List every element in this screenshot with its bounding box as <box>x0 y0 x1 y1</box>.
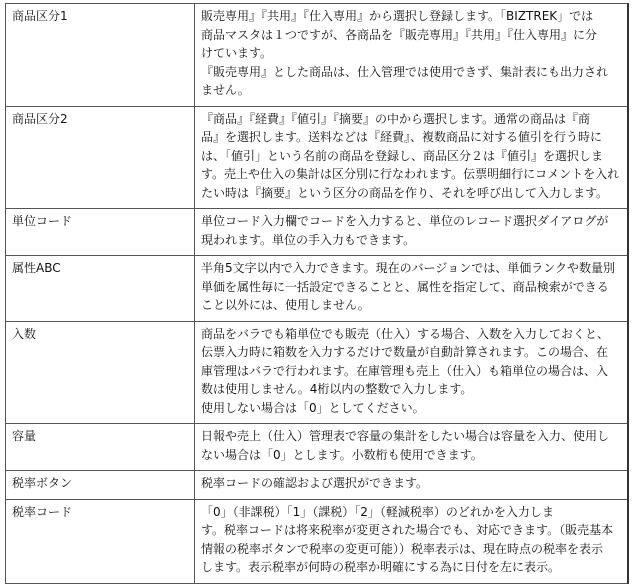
description-line: 『商品』『経費』『値引』『摘要』の中から選択します。通常の商品は『商 <box>201 111 591 126</box>
table-row <box>6 321 629 424</box>
field-name-cell <box>6 4 195 107</box>
row-spacer <box>201 249 621 252</box>
description-line: 現われます。単位の手入力もできます。 <box>201 232 416 247</box>
row-spacer <box>201 493 621 496</box>
field-description-cell <box>195 4 629 107</box>
field-name: 単位コード <box>12 214 73 228</box>
description-line: 情報の税率ボタンで税率の変更可能））税率表示は、現在時点の税率を表示 <box>201 541 604 556</box>
field-description-cell <box>195 106 629 209</box>
table-row <box>6 4 629 107</box>
field-name-cell <box>6 499 195 583</box>
description-line: 庫管理はバラで行われます。在庫管理も売上（仕入）も箱単位の場合は、入 <box>201 363 609 378</box>
field-description-cell <box>195 209 629 256</box>
description-line: 数は使用しません。4桁以内の整数で入力します。 <box>201 382 473 396</box>
field-name: 商品区分1 <box>12 9 68 23</box>
description-line: 伝票入力時に箱数を入力するだけで数量が自動計算されます。この場合、在 <box>201 345 609 359</box>
description-line: 「0」（非課税）「1」（課税）「2」（軽減税率）のどれかを入力しま <box>201 504 554 519</box>
table-row <box>6 499 629 583</box>
description-line: こと以外には、使用しません。 <box>201 298 370 312</box>
description-line: 税率コードの確認および選択ができます。 <box>201 476 429 490</box>
row-spacer <box>201 577 621 580</box>
spec-table-body <box>6 4 629 584</box>
field-name: 属性ABC <box>12 261 61 275</box>
row-spacer <box>201 315 621 318</box>
description-line: 品』を選択します。送料などは『経費』、複数商品に対する値引を行う時に <box>201 130 603 144</box>
row-spacer <box>201 464 621 467</box>
field-name-cell <box>6 209 195 256</box>
description-line: 商品をバラでも箱単位でも販売（仕入）する場合、入数を入力しておくと、 <box>201 326 610 341</box>
description-line: ません。 <box>201 83 250 97</box>
field-description-cell <box>195 424 629 471</box>
field-name: 商品区分2 <box>12 111 68 126</box>
description-line: けています。 <box>201 46 273 60</box>
field-name-cell <box>6 256 195 322</box>
field-name: 税率コード <box>12 504 73 519</box>
field-description-cell <box>195 321 629 424</box>
field-description-cell <box>195 256 629 322</box>
description-line: 使用しない場合は「0」としてください。 <box>201 400 425 415</box>
field-description-cell <box>195 471 629 500</box>
description-line: 単価を属性毎に一括設定できることと、属性を指定して、商品検索ができる <box>201 279 609 294</box>
spec-table <box>5 3 629 584</box>
field-name: 容量 <box>12 429 37 443</box>
description-line: す。売上や仕入の集計は区分別に行なわれます。伝票明細行にコメントを入れ <box>201 167 620 181</box>
description-line: たい時は『摘要』という区分の商品を作り、それを呼び出して入力します。 <box>201 185 609 200</box>
table-row <box>6 424 629 471</box>
table-row <box>6 106 629 209</box>
field-description-cell <box>195 499 629 583</box>
description-line: 半角5文字以内で入力できます。現在のバージョンでは、単価ランクや数量別 <box>201 261 615 275</box>
description-line: 日報や売上（仕入）管理表で容量の集計をしたい場合は容量を入力、使用し <box>201 429 610 443</box>
field-name: 入数 <box>12 326 37 341</box>
description-line: は、「値引」という名前の商品を登録し、商品区分２は『値引』を選択しま <box>201 148 604 163</box>
field-name-cell <box>6 106 195 209</box>
row-spacer <box>201 202 621 205</box>
description-line: 販売専用』『共用』『仕入専用』から選択し登録します。「BIZTREK」では <box>201 9 594 23</box>
field-name: 税率ボタン <box>12 476 73 490</box>
row-spacer <box>201 417 621 420</box>
description-line: す。税率コードは将来税率が変更された場合でも、対応できます。（販売基本 <box>201 523 614 537</box>
description-line: ない場合は「0」とします。小数桁も使用できます。 <box>201 447 483 462</box>
description-line: します。表示税率が何時の税率か明確にする為に日付を左に表示。 <box>201 560 561 574</box>
description-line: 単位コード入力欄でコードを入力すると、単位のレコード選択ダイアログが <box>201 214 609 228</box>
table-row <box>6 256 629 322</box>
field-name-cell <box>6 471 195 500</box>
field-name-cell <box>6 321 195 424</box>
table-row <box>6 209 629 256</box>
field-name-cell <box>6 424 195 471</box>
table-row <box>6 471 629 500</box>
row-spacer <box>201 100 621 103</box>
description-line: 商品マスタは１つですが、各商品を『販売専用』『共用』『仕入専用』に分 <box>201 27 598 42</box>
description-line: 『販売専用』とした商品は、仕入管理では使用できず、集計表にも出力され <box>201 64 609 79</box>
